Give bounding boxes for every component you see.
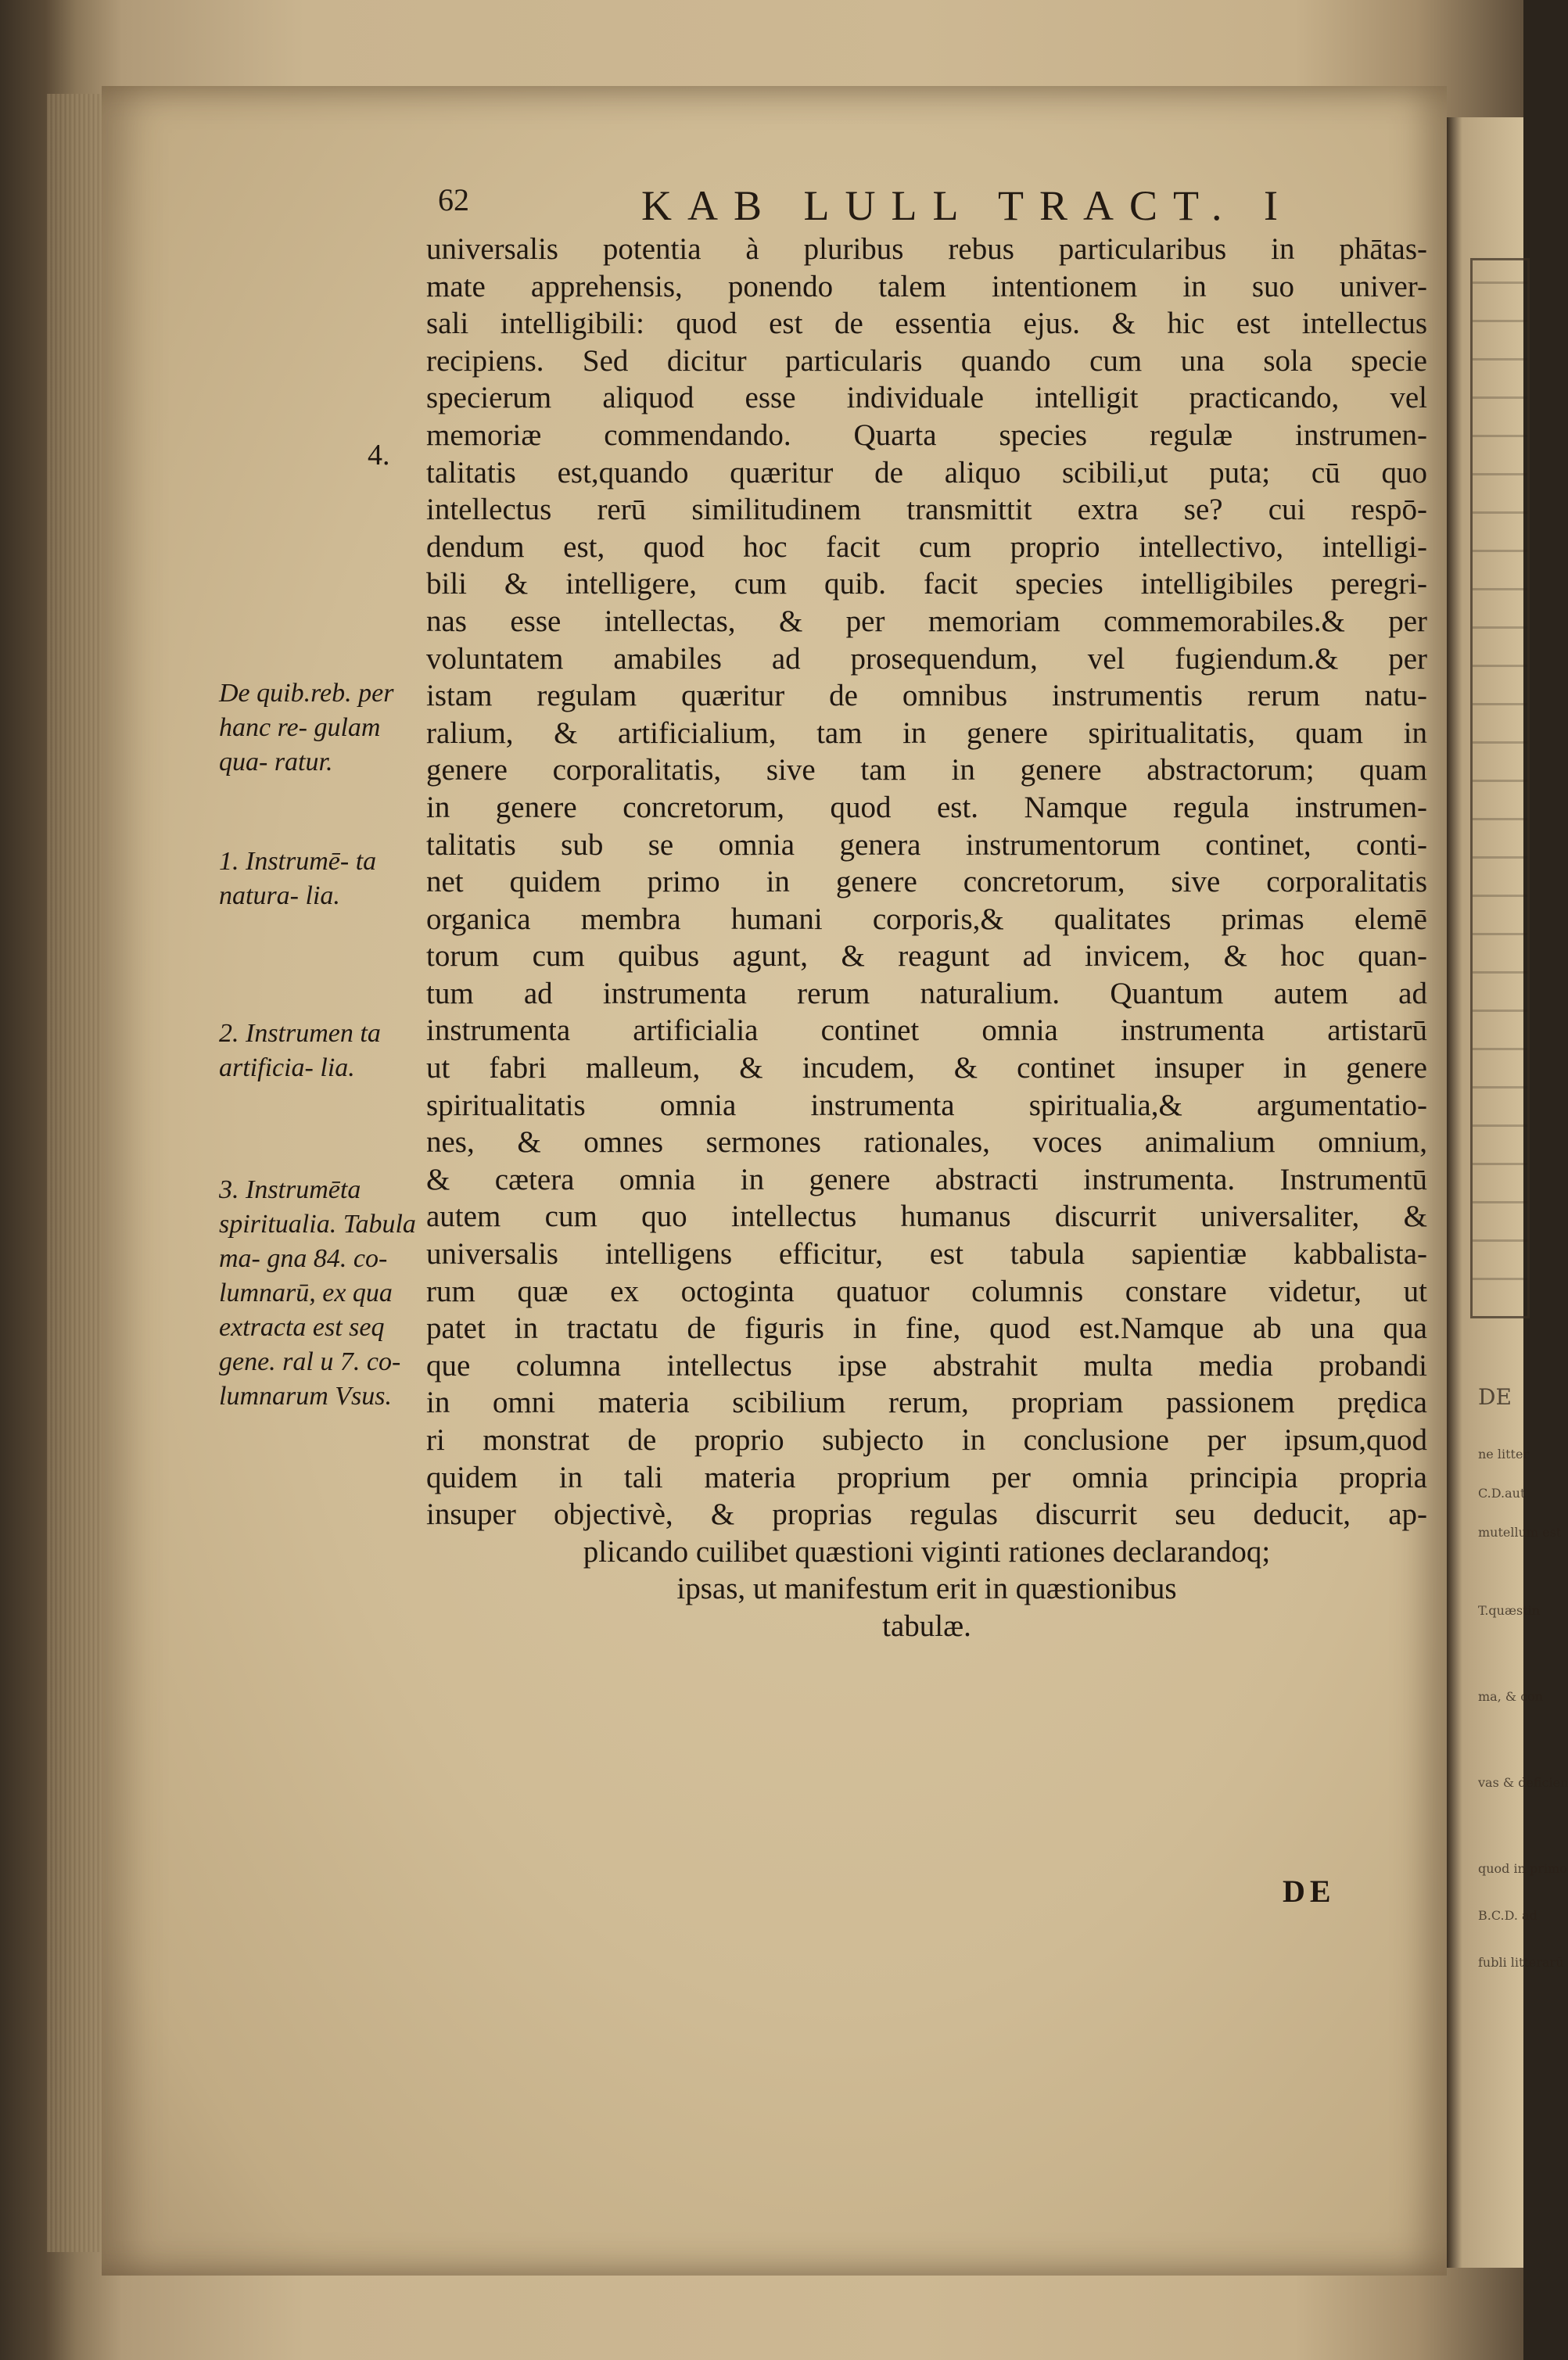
- running-title: KAB LULL TRACT. I: [641, 182, 1294, 229]
- margin-note: 1. Instrumē- ta natura- lia.: [219, 847, 377, 910]
- text-line: in genere concretorum, quod est. Namque regula instrumen-: [426, 790, 1427, 824]
- text-line: patet in tractatu de figuris in fine, quod est.Namque ab una qua: [426, 1311, 1427, 1346]
- facing-fragment: ma, & con: [1478, 1689, 1544, 1704]
- facing-fragment: mutellum est: [1478, 1525, 1562, 1540]
- text-line: in omni materia scibilium rerum, propriam passionem prędica: [426, 1386, 1427, 1420]
- text-line: plicando cuilibet quæstioni viginti rationes declarandoq;: [583, 1534, 1271, 1569]
- text-line: tabulæ.: [882, 1609, 971, 1643]
- page-header: [438, 181, 1376, 236]
- text-line: bili & intelligere, cum quib. facit species intelligibiles peregri-: [426, 567, 1427, 601]
- text-line: talitatis sub se omnia genera instrumentorum continet, conti-: [426, 827, 1427, 862]
- text-line: autem cum quo intellectus humanus discurrit universaliter, &: [426, 1200, 1427, 1234]
- facing-fragment: quod in primo: [1478, 1861, 1567, 1876]
- text-line: mate apprehensis, ponendo talem intentionem in suo univer-: [426, 269, 1427, 303]
- text-line: & cætera omnia in genere abstracti instrumenta. Instrumentū: [426, 1162, 1427, 1196]
- facing-fragment: C.D.aut: [1478, 1486, 1526, 1501]
- text-line: intellectus rerū similitudinem transmittit extra se? cui respō-: [426, 493, 1427, 527]
- margin-note: 3. Instrumēta spiritualia. Tabula ma- gna 84. co- lumnarū, ex qua extracta est seq gene. ral u 7. co- lumnarum Vsus.: [219, 1175, 416, 1411]
- facing-fragment: ne litter: [1478, 1447, 1530, 1462]
- facing-fragment: vas & deficien: [1478, 1775, 1568, 1790]
- text-line: tum ad instrumenta rerum naturalium. Quantum autem ad: [426, 976, 1427, 1010]
- text-line: spiritualitatis omnia instrumenta spiritualia,& argumentatio-: [426, 1088, 1427, 1122]
- text-line: torum cum quibus agunt, & reagunt ad invicem, & hoc quan-: [426, 939, 1427, 974]
- text-line: voluntatem amabiles ad prosequendum, vel fugiendum.& per: [426, 641, 1427, 676]
- text-line: genere corporalitatis, sive tam in genere abstractorum; quam: [426, 753, 1427, 787]
- margin-note: De quib.reb. per hanc re- gulam qua- ratur.: [219, 679, 394, 777]
- text-line: nes, & omnes sermones rationales, voces animalium omnium,: [426, 1125, 1427, 1160]
- text-line: universalis potentia à pluribus rebus particularibus in phātas-: [426, 232, 1427, 266]
- text-line: ralium, & artificialium, tam in genere spiritualitatis, quam in: [426, 716, 1427, 750]
- text-line: instrumenta artificialia continet omnia instrumenta artistarū: [426, 1013, 1427, 1048]
- text-line: specierum aliquod esse individuale intelligit practicando, vel: [426, 381, 1427, 415]
- facing-fragment: DE: [1478, 1384, 1512, 1410]
- text-line: ipsas, ut manifestum erit in quæstionibus: [676, 1572, 1177, 1606]
- page-number: 62: [438, 182, 469, 217]
- body-text: [426, 231, 1427, 1645]
- text-line: istam regulam quæritur de omnibus instrumentis rerum natu-: [426, 679, 1427, 713]
- marginal-number: 4.: [368, 439, 390, 472]
- text-line: memoriæ commendando. Quarta species regulæ instrumen-: [426, 418, 1427, 452]
- text-line: organica membra humani corporis,& qualitates primas elemē: [426, 902, 1427, 936]
- text-line: nas esse intellectas, & per memoriam commemorabiles.& per: [426, 604, 1427, 638]
- text-line: talitatis est,quando quæritur de aliquo scibili,ut puta; cū quo: [426, 455, 1427, 490]
- facing-page-edge: [1447, 117, 1568, 2268]
- facing-fragment: T.quæstin: [1478, 1603, 1541, 1618]
- text-line: quidem in tali materia proprium per omnia principia propria: [426, 1460, 1427, 1494]
- text-line: sali intelligibili: quod est de essentia ejus. & hic est intellectus: [426, 307, 1427, 341]
- text-line: que columna intellectus ipse abstrahit multa media probandi: [426, 1348, 1427, 1383]
- facing-page-ornament: [1470, 258, 1530, 1318]
- text-line: recipiens. Sed dicitur particularis quando cum una sola specie: [426, 343, 1427, 378]
- facing-fragment: fubli litterarū: [1478, 1955, 1564, 1970]
- text-line: dendum est, quod hoc facit cum proprio intellectivo, intelligi-: [426, 529, 1427, 564]
- text-line: insuper objectivè, & proprias regulas discurrit seu deducit, ap-: [426, 1497, 1427, 1532]
- text-line: net quidem primo in genere concretorum, sive corporalitatis: [426, 865, 1427, 899]
- text-line: ri monstrat de proprio subjecto in conclusione per ipsum,quod: [426, 1423, 1427, 1457]
- margin-note: 2. Instrumen ta artificia- lia.: [219, 1019, 381, 1082]
- text-line: ut fabri malleum, & incudem, & continet insuper in genere: [426, 1051, 1427, 1085]
- catchword: DE: [1283, 1874, 1336, 1909]
- facing-fragment: B.C.D. ad: [1478, 1908, 1538, 1923]
- text-line: rum quæ ex octoginta quatuor columnis constare videtur, ut: [426, 1274, 1427, 1308]
- text-line: universalis intelligens efficitur, est tabula sapientiæ kabbalista-: [426, 1237, 1427, 1271]
